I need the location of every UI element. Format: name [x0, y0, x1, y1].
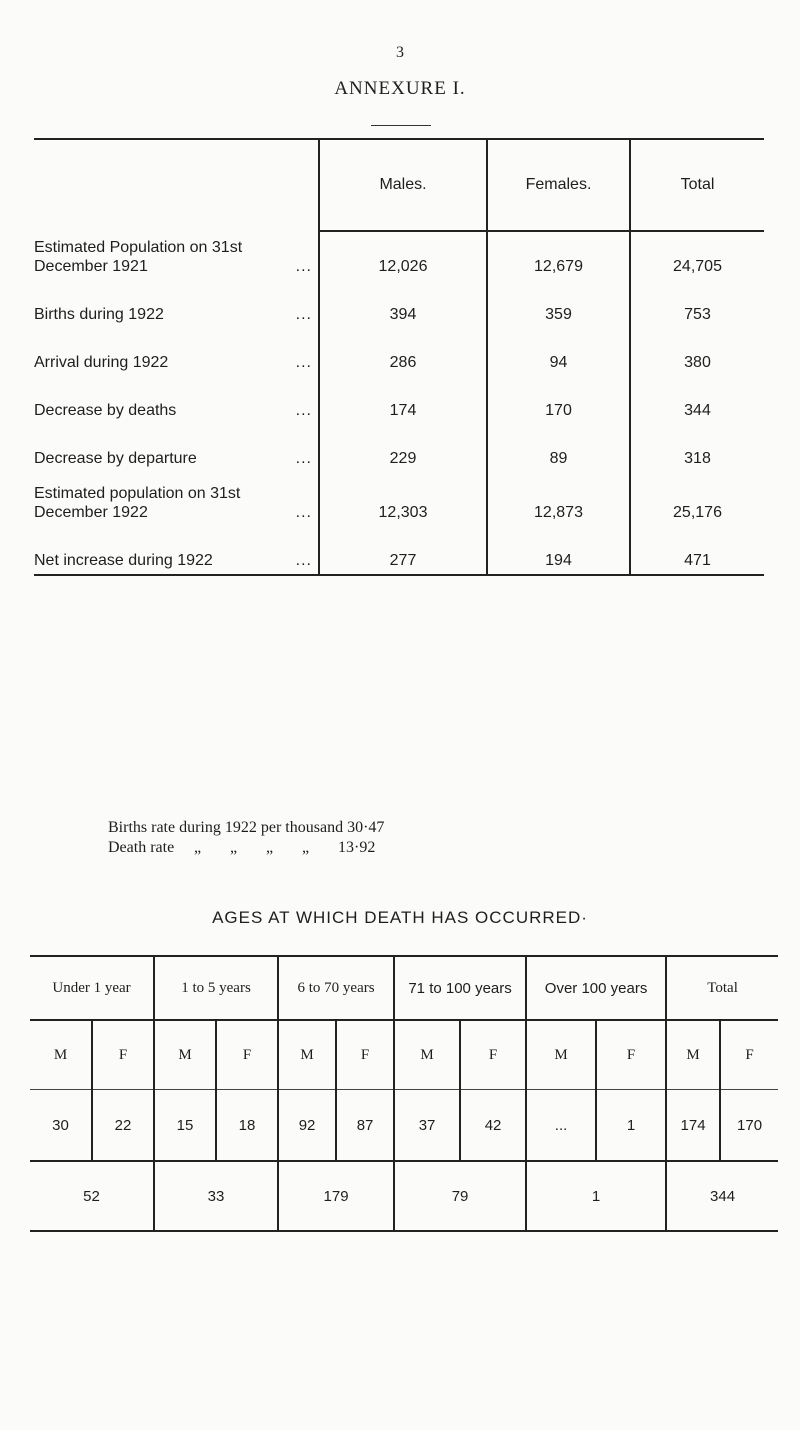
sex-label-m: M [526, 1020, 596, 1090]
males-cell: 12,303 [319, 472, 487, 526]
sex-label-f: F [216, 1020, 278, 1090]
females-cell: 12,873 [487, 472, 630, 526]
total-cell: 179 [278, 1161, 394, 1231]
row-label: Decrease by departure ... [34, 450, 312, 467]
group-over-100-years: Over 100 years [526, 956, 666, 1020]
row-label: Estimated population on 31st December 1922 ... [34, 485, 312, 521]
sex-label-f: F [460, 1020, 526, 1090]
row-label: Net increase during 1922 ... [34, 526, 319, 575]
total-cell: 471 [630, 526, 764, 575]
table-row [34, 231, 764, 280]
ditto-mark: „ [266, 839, 274, 856]
value-cell: 30 [30, 1090, 92, 1162]
ages-section-title: AGES AT WHICH DEATH HAS OCCURRED· [212, 908, 588, 927]
value-cell: 22 [92, 1090, 154, 1162]
sex-label-m: M [278, 1020, 336, 1090]
sex-label-f: F [336, 1020, 394, 1090]
value-cell: 18 [216, 1090, 278, 1162]
group-total: Total [666, 956, 778, 1020]
table-row [34, 280, 764, 328]
total-cell: 344 [630, 376, 764, 424]
males-cell: 394 [319, 280, 487, 328]
males-cell: 277 [319, 526, 487, 575]
table-row [34, 526, 764, 575]
males-cell: 174 [319, 376, 487, 424]
total-cell: 380 [630, 328, 764, 376]
table-row [34, 424, 764, 472]
header-total: Total [630, 139, 764, 231]
row-label: Decrease by deaths ... [34, 402, 312, 419]
population-table [34, 138, 764, 576]
population-header-blank [34, 139, 319, 231]
title-underline [371, 125, 431, 126]
sex-header-row [30, 1020, 778, 1090]
males-cell: 286 [319, 328, 487, 376]
birth-rate-line [108, 818, 384, 838]
value-cell: 174 [666, 1090, 720, 1162]
sex-label-m: M [154, 1020, 216, 1090]
ditto-mark: „ [230, 839, 238, 856]
sex-label-m: M [30, 1020, 92, 1090]
sex-label-f: F [92, 1020, 154, 1090]
death-rate-label: Death rate [108, 839, 175, 856]
table-row [34, 376, 764, 424]
age-at-death-table [30, 955, 778, 1232]
header-females: Females. [487, 139, 630, 231]
total-cell: 33 [154, 1161, 278, 1231]
value-cell: 1 [596, 1090, 666, 1162]
females-cell: 194 [487, 526, 630, 575]
rates-block [108, 818, 384, 858]
death-rate-value: 13·92 [338, 839, 376, 856]
females-cell: 359 [487, 280, 630, 328]
birth-rate-label: Births rate during 1922 per thousand [108, 819, 344, 836]
value-cell: 92 [278, 1090, 336, 1162]
females-cell: 94 [487, 328, 630, 376]
females-cell: 170 [487, 376, 630, 424]
total-cell: 753 [630, 280, 764, 328]
total-cell: 52 [30, 1161, 154, 1231]
group-totals-row [30, 1161, 778, 1231]
value-cell: 37 [394, 1090, 460, 1162]
total-cell: 79 [394, 1161, 526, 1231]
value-cell: 15 [154, 1090, 216, 1162]
page-number: 3 [396, 44, 404, 61]
deaths-by-sex-row [30, 1090, 778, 1162]
ditto-mark: „ [302, 839, 310, 856]
value-cell: ... [526, 1090, 596, 1162]
total-cell: 24,705 [630, 231, 764, 280]
death-rate-line [108, 838, 384, 858]
females-cell: 89 [487, 424, 630, 472]
group-under-1-year: Under 1 year [30, 956, 154, 1020]
value-cell: 170 [720, 1090, 778, 1162]
row-label: Arrival during 1922 ... [34, 354, 312, 371]
row-label: Estimated Population on 31st December 1921 ... [34, 239, 312, 275]
row-label: Births during 1922 ... [34, 306, 312, 323]
males-cell: 229 [319, 424, 487, 472]
value-cell: 87 [336, 1090, 394, 1162]
sex-label-m: M [394, 1020, 460, 1090]
sex-label-f: F [720, 1020, 778, 1090]
table-row [34, 328, 764, 376]
sex-label-f: F [596, 1020, 666, 1090]
sex-label-m: M [666, 1020, 720, 1090]
birth-rate-value: 30·47 [347, 819, 385, 836]
group-6-to-70-years: 6 to 70 years [278, 956, 394, 1020]
males-cell: 12,026 [319, 231, 487, 280]
group-71-to-100-years: 71 to 100 years [394, 956, 526, 1020]
females-cell: 12,679 [487, 231, 630, 280]
total-cell: 1 [526, 1161, 666, 1231]
total-cell: 25,176 [630, 472, 764, 526]
table-row [34, 472, 764, 526]
value-cell: 42 [460, 1090, 526, 1162]
total-cell: 318 [630, 424, 764, 472]
grand-total-cell: 344 [666, 1161, 778, 1231]
age-group-header-row [30, 956, 778, 1020]
ditto-mark: „ [194, 839, 202, 856]
header-males: Males. [319, 139, 487, 231]
page-title: ANNEXURE I. [334, 78, 466, 99]
group-1-to-5-years: 1 to 5 years [154, 956, 278, 1020]
